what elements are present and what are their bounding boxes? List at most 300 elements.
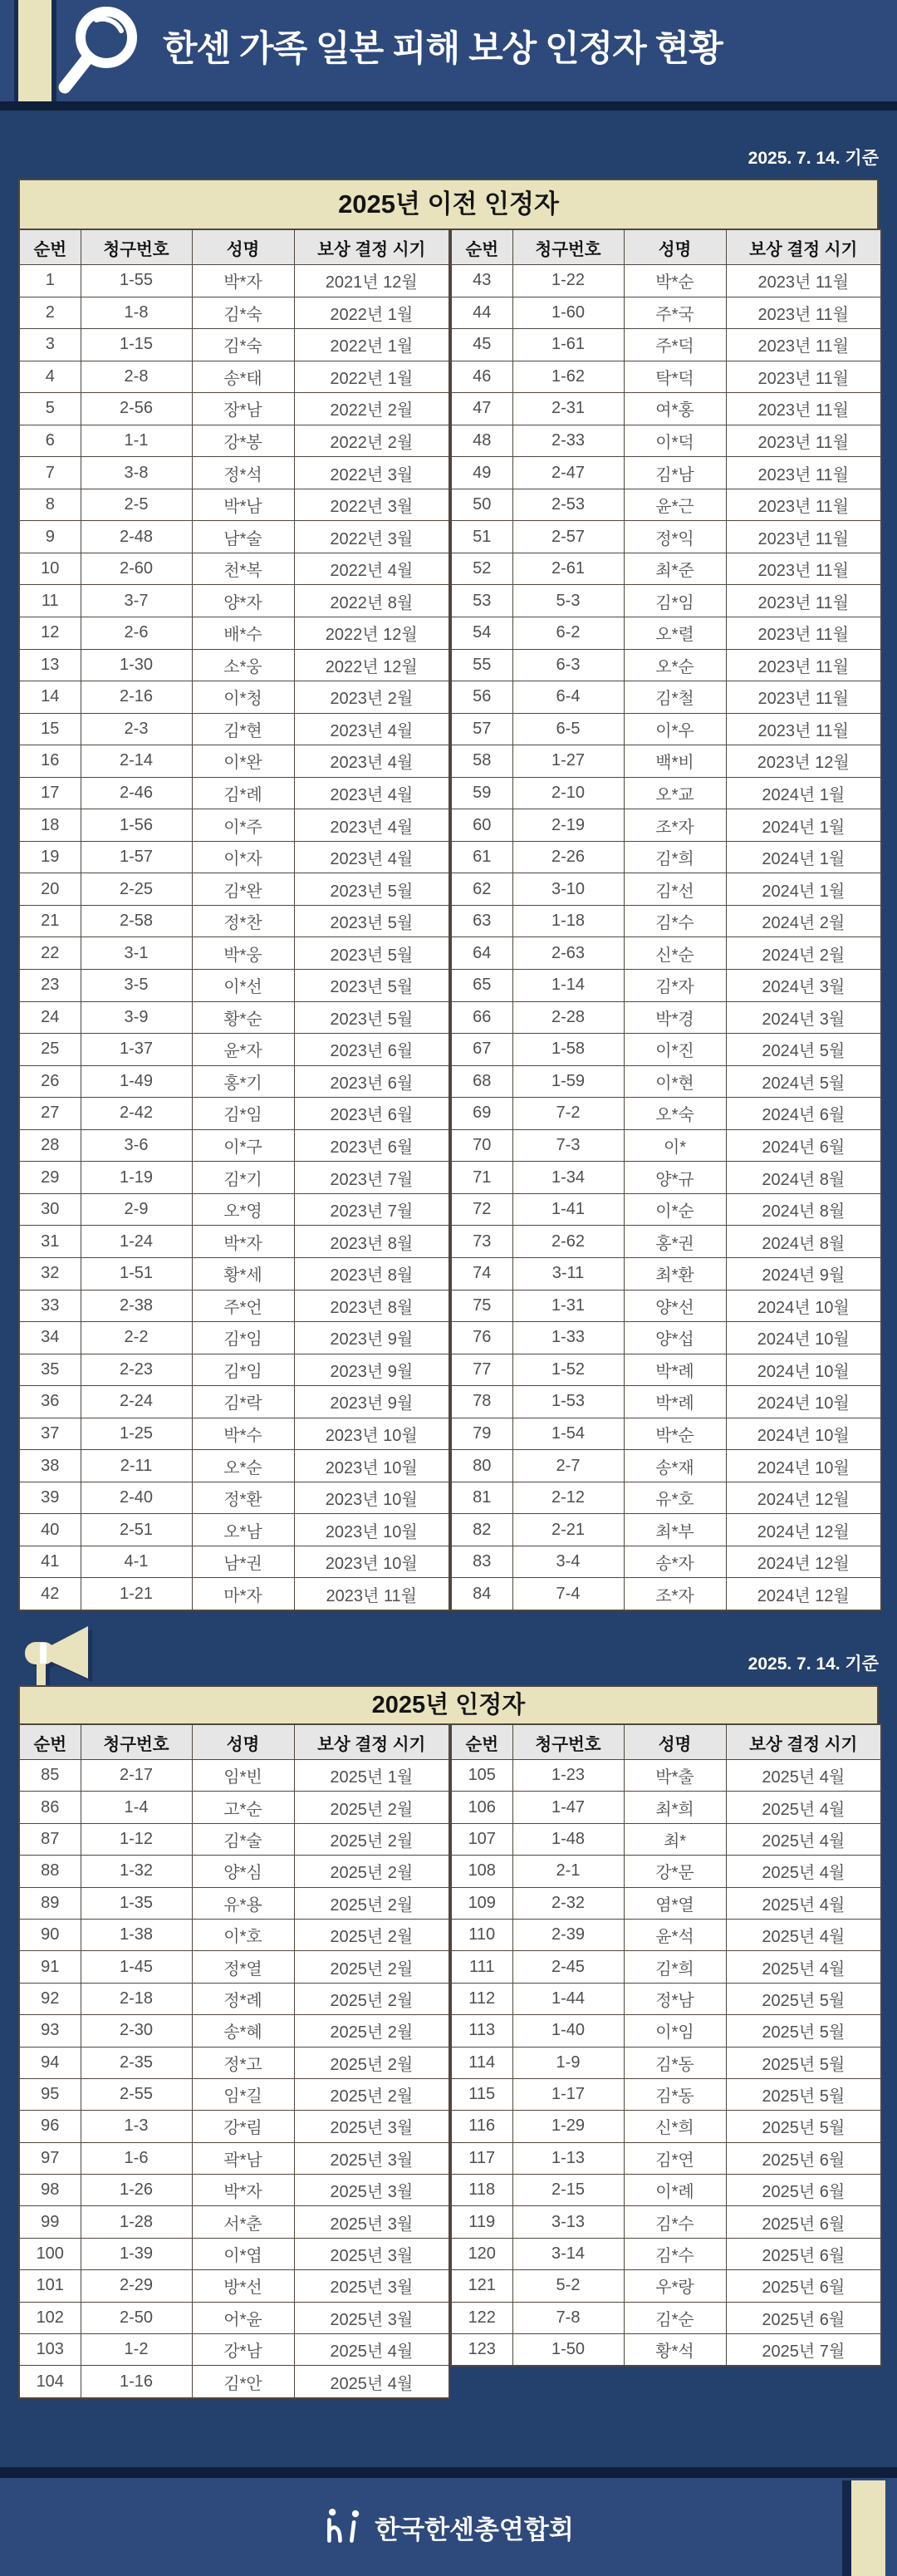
table-cell: 1-16 xyxy=(81,2366,192,2398)
table-cell: 2-60 xyxy=(81,553,192,585)
table-cell: 2023년 11월 xyxy=(294,1578,449,1610)
table-row xyxy=(19,2238,449,2269)
table-cell: 56 xyxy=(451,681,512,714)
table-row xyxy=(451,1887,881,1919)
table-cell: 66 xyxy=(451,1001,512,1034)
table-cell: 2023년 11월 xyxy=(726,297,881,329)
table-cell: 임*빈 xyxy=(192,1760,294,1792)
col-header-date: 보상 결정 시기 xyxy=(726,229,881,265)
table-cell: 송*자 xyxy=(624,1546,726,1578)
table-cell: 75 xyxy=(451,1290,512,1322)
table-cell: 2022년 3월 xyxy=(294,521,449,553)
table-cell: 2023년 4월 xyxy=(294,809,449,842)
table-cell: 1-61 xyxy=(512,329,624,361)
table-row xyxy=(451,681,881,714)
table-cell: 1-2 xyxy=(81,2334,192,2366)
table-cell: 김*수 xyxy=(624,905,726,937)
table-cell: 101 xyxy=(19,2270,81,2302)
table-cell: 오*교 xyxy=(624,777,726,809)
table-cell: 김*완 xyxy=(192,873,294,906)
table-cell: 3-14 xyxy=(512,2238,624,2269)
table-cell: 123 xyxy=(451,2334,512,2367)
table-row xyxy=(19,553,449,585)
table-row xyxy=(19,1578,449,1610)
table-row xyxy=(19,937,449,970)
table-cell: 2-51 xyxy=(81,1514,192,1546)
table-cell: 2025년 4월 xyxy=(294,2334,449,2366)
header-row xyxy=(451,1724,881,1760)
table-cell: 오*순 xyxy=(624,649,726,681)
table-row xyxy=(19,2366,449,2398)
table-cell: 2025년 5월 xyxy=(726,2078,881,2110)
table-cell: 6-5 xyxy=(512,713,624,745)
table-cell: 114 xyxy=(451,2047,512,2078)
table-cell: 5-3 xyxy=(512,585,624,617)
table-cell: 2024년 2월 xyxy=(726,905,881,937)
table-row xyxy=(451,1386,881,1418)
table-cell: 3-5 xyxy=(81,970,192,1002)
table-cell: 이*덕 xyxy=(624,425,726,457)
table-row xyxy=(451,1257,881,1290)
table-cell: 36 xyxy=(19,1386,81,1418)
table-row xyxy=(19,297,449,329)
table-row xyxy=(451,2142,881,2174)
table-cell: 2-48 xyxy=(81,521,192,553)
table-row xyxy=(451,1760,881,1792)
table-row xyxy=(451,2078,881,2110)
table-cell: 2-56 xyxy=(81,393,192,425)
table-cell: 2-8 xyxy=(81,361,192,393)
table-row xyxy=(451,745,881,778)
table-cell: 1-13 xyxy=(512,2142,624,2174)
section1-right-table xyxy=(450,229,882,1611)
table-cell: 2023년 11월 xyxy=(726,393,881,425)
table-cell: 1-60 xyxy=(512,297,624,329)
table-cell: 오*영 xyxy=(192,1193,294,1226)
table-cell: 97 xyxy=(19,2142,81,2174)
table-cell: 23 xyxy=(19,970,81,1002)
table-cell: 박*남 xyxy=(192,489,294,521)
table-cell: 33 xyxy=(19,1290,81,1322)
table-cell: 2024년 1월 xyxy=(726,777,881,809)
table-cell: 99 xyxy=(19,2206,81,2238)
table-cell: 119 xyxy=(451,2206,512,2238)
table-cell: 2024년 12월 xyxy=(726,1578,881,1610)
table-cell: 6 xyxy=(19,425,81,457)
table-cell: 2023년 11월 xyxy=(726,617,881,650)
table-cell: 2024년 5월 xyxy=(726,1065,881,1098)
col-header-claim: 청구번호 xyxy=(512,1724,624,1760)
table-cell: 정*례 xyxy=(192,1983,294,2014)
table-cell: 1-41 xyxy=(512,1193,624,1226)
table-cell: 이*주 xyxy=(192,809,294,842)
table-cell: 96 xyxy=(19,2111,81,2142)
table-row xyxy=(451,1951,881,1983)
table-cell: 박*출 xyxy=(624,1760,726,1792)
table-cell: 1-39 xyxy=(81,2238,192,2269)
table-cell: 송*혜 xyxy=(192,2015,294,2047)
table-cell: 71 xyxy=(451,1162,512,1194)
table-cell: 69 xyxy=(451,1098,512,1130)
table-cell: 김*순 xyxy=(624,2302,726,2333)
table-cell: 2022년 8월 xyxy=(294,585,449,617)
table-cell: 95 xyxy=(19,2078,81,2110)
table-cell: 2023년 11월 xyxy=(726,713,881,745)
table-cell: 2-2 xyxy=(81,1322,192,1354)
table-cell: 황*순 xyxy=(192,1001,294,1034)
table-cell: 2023년 8월 xyxy=(294,1290,449,1322)
col-header-name: 성명 xyxy=(624,229,726,265)
col-header-claim: 청구번호 xyxy=(512,229,624,265)
table-cell: 2-29 xyxy=(81,2270,192,2302)
table-cell: 110 xyxy=(451,1919,512,1950)
table-cell: 2023년 10월 xyxy=(294,1546,449,1578)
table-cell: 2024년 8월 xyxy=(726,1226,881,1258)
table-cell: 2023년 5월 xyxy=(294,905,449,937)
table-cell: 고*순 xyxy=(192,1792,294,1823)
table-cell: 여*홍 xyxy=(624,393,726,425)
table-cell: 3-10 xyxy=(512,873,624,906)
table-cell: 50 xyxy=(451,489,512,521)
table-cell: 2024년 10월 xyxy=(726,1354,881,1386)
table-cell: 박*수 xyxy=(192,1418,294,1450)
table-cell: 임*길 xyxy=(192,2078,294,2110)
table-row xyxy=(451,1450,881,1482)
table-cell: 1-17 xyxy=(512,2078,624,2110)
table-cell: 양*자 xyxy=(192,585,294,617)
table-row xyxy=(19,361,449,393)
table-row xyxy=(451,1129,881,1162)
table-cell: 112 xyxy=(451,1983,512,2014)
table-cell: 41 xyxy=(19,1546,81,1578)
table-row xyxy=(451,2015,881,2047)
col-header-claim: 청구번호 xyxy=(81,1724,192,1760)
table-cell: 2025년 2월 xyxy=(294,1823,449,1855)
table-cell: 2024년 8월 xyxy=(726,1193,881,1226)
table-row xyxy=(451,841,881,873)
table-cell: 최*환 xyxy=(624,1257,726,1290)
table-cell: 1-53 xyxy=(512,1386,624,1418)
table-cell: 2023년 4월 xyxy=(294,777,449,809)
table-cell: 59 xyxy=(451,777,512,809)
table-cell: 홍*기 xyxy=(192,1065,294,1098)
table-cell: 10 xyxy=(19,553,81,585)
table-cell: 45 xyxy=(451,329,512,361)
table-row xyxy=(19,1162,449,1194)
table-cell: 1-51 xyxy=(81,1257,192,1290)
table-cell: 20 xyxy=(19,873,81,906)
table-row xyxy=(19,905,449,937)
table-cell: 1-35 xyxy=(81,1887,192,1919)
table-cell: 49 xyxy=(451,457,512,489)
table-cell: 김*희 xyxy=(624,841,726,873)
table-cell: 윤*석 xyxy=(624,1919,726,1950)
table-cell: 2-61 xyxy=(512,553,624,585)
table-cell: 2025년 6월 xyxy=(726,2142,881,2174)
table-cell: 2024년 10월 xyxy=(726,1290,881,1322)
table-cell: 송*재 xyxy=(624,1450,726,1482)
table-cell: 김*선 xyxy=(624,873,726,906)
table-cell: 2024년 1월 xyxy=(726,841,881,873)
table-row xyxy=(19,649,449,681)
table-cell: 2023년 9월 xyxy=(294,1386,449,1418)
table-cell: 105 xyxy=(451,1760,512,1792)
table-cell: 28 xyxy=(19,1129,81,1162)
col-header-no: 순번 xyxy=(451,229,512,265)
table-row xyxy=(19,745,449,778)
table-cell: 신*순 xyxy=(624,937,726,970)
table-row xyxy=(451,713,881,745)
table-cell: 김*락 xyxy=(192,1386,294,1418)
table-row xyxy=(19,1983,449,2014)
table-cell: 116 xyxy=(451,2111,512,2142)
table-cell: 2025년 3월 xyxy=(294,2206,449,2238)
table-cell: 마*자 xyxy=(192,1578,294,1610)
table-row xyxy=(19,1856,449,1887)
table-cell: 2-33 xyxy=(512,425,624,457)
table-cell: 이*임 xyxy=(624,2015,726,2047)
table-cell: 염*열 xyxy=(624,1887,726,1919)
table-cell: 이*자 xyxy=(192,841,294,873)
table-cell: 2023년 4월 xyxy=(294,713,449,745)
table-cell: 100 xyxy=(19,2238,81,2269)
table-cell: 2-63 xyxy=(512,937,624,970)
table-cell: 정*고 xyxy=(192,2047,294,2078)
table-cell: 2024년 1월 xyxy=(726,873,881,906)
table-cell: 2-39 xyxy=(512,1919,624,1950)
table-cell: 40 xyxy=(19,1514,81,1546)
table-cell: 88 xyxy=(19,1856,81,1887)
table-cell: 1-34 xyxy=(512,1162,624,1194)
table-cell: 2021년 12월 xyxy=(294,265,449,297)
table-row xyxy=(451,2334,881,2367)
section-before-2025 xyxy=(18,179,879,1611)
table-cell: 1 xyxy=(19,265,81,297)
table-cell: 유*용 xyxy=(192,1887,294,1919)
section1-tables xyxy=(18,229,879,1611)
table-cell: 정*익 xyxy=(624,521,726,553)
table-cell: 2025년 2월 xyxy=(294,2078,449,2110)
table-cell: 54 xyxy=(451,617,512,650)
table-row xyxy=(19,1257,449,1290)
table-cell: 93 xyxy=(19,2015,81,2047)
table-row xyxy=(451,457,881,489)
table-cell: 2-3 xyxy=(81,713,192,745)
table-row xyxy=(19,1226,449,1258)
table-cell: 조*자 xyxy=(624,809,726,842)
header-banner xyxy=(0,0,897,101)
table-cell: 79 xyxy=(451,1418,512,1450)
table-cell: 2-38 xyxy=(81,1290,192,1322)
table-cell: 4 xyxy=(19,361,81,393)
table-row xyxy=(19,841,449,873)
table-cell: 강*남 xyxy=(192,2334,294,2366)
table-cell: 1-30 xyxy=(81,649,192,681)
table-cell: 2-1 xyxy=(512,1856,624,1887)
footer-cream-tab xyxy=(851,2480,885,2576)
table-cell: 2022년 3월 xyxy=(294,457,449,489)
table-cell: 55 xyxy=(451,649,512,681)
table-cell: 19 xyxy=(19,841,81,873)
table-cell: 6-4 xyxy=(512,681,624,714)
table-row xyxy=(451,361,881,393)
table-cell: 2023년 5월 xyxy=(294,873,449,906)
table-row xyxy=(451,617,881,650)
table-row xyxy=(451,329,881,361)
table-cell: 1-50 xyxy=(512,2334,624,2367)
table-row xyxy=(19,521,449,553)
footer-shadow-band xyxy=(0,2467,897,2478)
table-cell: 2024년 8월 xyxy=(726,1162,881,1194)
table-cell: 2025년 6월 xyxy=(726,2270,881,2302)
table-cell: 2025년 2월 xyxy=(294,1951,449,1983)
table-cell: 3 xyxy=(19,329,81,361)
section1-left-table xyxy=(18,229,450,1611)
table-cell: 2025년 2월 xyxy=(294,1856,449,1887)
table-row xyxy=(451,809,881,842)
table-cell: 2024년 5월 xyxy=(726,1034,881,1066)
table-cell: 2023년 8월 xyxy=(294,1257,449,1290)
table-cell: 2023년 11월 xyxy=(726,649,881,681)
table-cell: 65 xyxy=(451,970,512,1002)
table-cell: 2024년 12월 xyxy=(726,1514,881,1546)
table-row xyxy=(451,1578,881,1610)
table-cell: 92 xyxy=(19,1983,81,2014)
table-cell: 21 xyxy=(19,905,81,937)
table-row xyxy=(19,1386,449,1418)
col-header-claim: 청구번호 xyxy=(81,229,192,265)
section2-right-table xyxy=(450,1723,882,2367)
table-cell: 1-26 xyxy=(81,2175,192,2206)
table-row xyxy=(451,2111,881,2142)
table-cell: 74 xyxy=(451,1257,512,1290)
table-cell: 김*수 xyxy=(624,2206,726,2238)
table-cell: 15 xyxy=(19,713,81,745)
table-cell: 1-4 xyxy=(81,1792,192,1823)
table-cell: 2024년 12월 xyxy=(726,1546,881,1578)
table-cell: 2-31 xyxy=(512,393,624,425)
table-row xyxy=(451,937,881,970)
table-cell: 46 xyxy=(451,361,512,393)
table-cell: 24 xyxy=(19,1001,81,1034)
table-cell: 1-23 xyxy=(512,1760,624,1792)
table-cell: 어*윤 xyxy=(192,2302,294,2333)
table-cell: 김*임 xyxy=(192,1098,294,1130)
table-cell: 2023년 10월 xyxy=(294,1514,449,1546)
table-cell: 2025년 2월 xyxy=(294,1919,449,1950)
table-cell: 122 xyxy=(451,2302,512,2333)
table-cell: 6-3 xyxy=(512,649,624,681)
table-cell: 62 xyxy=(451,873,512,906)
table-cell: 2-14 xyxy=(81,745,192,778)
table-cell: 이*순 xyxy=(624,1193,726,1226)
table-row xyxy=(19,1322,449,1354)
table-cell: 8 xyxy=(19,489,81,521)
table-cell: 정*열 xyxy=(192,1951,294,1983)
table-cell: 이*례 xyxy=(624,2175,726,2206)
table-cell: 2022년 1월 xyxy=(294,297,449,329)
table-cell: 이*청 xyxy=(192,681,294,714)
table-cell: 2023년 11월 xyxy=(726,585,881,617)
table-cell: 118 xyxy=(451,2175,512,2206)
table-cell: 2022년 12월 xyxy=(294,649,449,681)
table-cell: 3-1 xyxy=(81,937,192,970)
table-cell: 2-16 xyxy=(81,681,192,714)
table-cell: 5-2 xyxy=(512,2270,624,2302)
table-cell: 박*자 xyxy=(192,1226,294,1258)
table-cell: 83 xyxy=(451,1546,512,1578)
header-cream-tab xyxy=(18,0,51,101)
table-row xyxy=(451,1162,881,1194)
table-cell: 2023년 9월 xyxy=(294,1322,449,1354)
table-cell: 김*숙 xyxy=(192,329,294,361)
table-cell: 1-37 xyxy=(81,1034,192,1066)
table-cell: 2-46 xyxy=(81,777,192,809)
table-cell: 2023년 11월 xyxy=(726,361,881,393)
table-cell: 2025년 3월 xyxy=(294,2175,449,2206)
table-cell: 34 xyxy=(19,1322,81,1354)
table-cell: 오*렬 xyxy=(624,617,726,650)
table-cell: 2-25 xyxy=(81,873,192,906)
table-cell: 2023년 6월 xyxy=(294,1034,449,1066)
table-cell: 4-1 xyxy=(81,1546,192,1578)
table-cell: 박*웅 xyxy=(192,937,294,970)
table-cell: 최* xyxy=(624,1823,726,1855)
table-cell: 2-32 xyxy=(512,1887,624,1919)
table-row xyxy=(451,2175,881,2206)
table-cell: 2-42 xyxy=(81,1098,192,1130)
table-cell: 2024년 6월 xyxy=(726,1129,881,1162)
table-row xyxy=(451,1823,881,1855)
table-cell: 2-62 xyxy=(512,1226,624,1258)
table-cell: 김*술 xyxy=(192,1823,294,1855)
page-title: 한센 가족 일본 피해 보상 인정자 현황 xyxy=(163,29,723,69)
table-row xyxy=(19,1034,449,1066)
table-cell: 홍*권 xyxy=(624,1226,726,1258)
table-cell: 윤*자 xyxy=(192,1034,294,1066)
table-row xyxy=(451,1354,881,1386)
table-row xyxy=(451,2302,881,2333)
table-cell: 86 xyxy=(19,1792,81,1823)
table-cell: 2024년 3월 xyxy=(726,1001,881,1034)
section2-left-table xyxy=(18,1723,450,2399)
table-cell: 박*순 xyxy=(624,265,726,297)
table-cell: 7-2 xyxy=(512,1098,624,1130)
col-header-no: 순번 xyxy=(451,1724,512,1760)
table-cell: 2-15 xyxy=(512,2175,624,2206)
table-row xyxy=(451,1919,881,1950)
table-cell: 이*완 xyxy=(192,745,294,778)
table-row xyxy=(19,457,449,489)
table-cell: 이*호 xyxy=(192,1919,294,1950)
table-row xyxy=(451,1418,881,1450)
table-cell: 2023년 11월 xyxy=(726,457,881,489)
table-cell: 1-8 xyxy=(81,297,192,329)
table-cell: 남*권 xyxy=(192,1546,294,1578)
table-cell: 2023년 11월 xyxy=(726,681,881,714)
table-cell: 1-32 xyxy=(81,1856,192,1887)
table-row xyxy=(451,1001,881,1034)
table-cell: 2023년 5월 xyxy=(294,1001,449,1034)
table-cell: 42 xyxy=(19,1578,81,1610)
table-row xyxy=(19,2206,449,2238)
table-cell: 2024년 10월 xyxy=(726,1418,881,1450)
table-cell: 2-35 xyxy=(81,2047,192,2078)
table-cell: 2024년 10월 xyxy=(726,1322,881,1354)
table-cell: 2023년 10월 xyxy=(294,1450,449,1482)
table-cell: 김*임 xyxy=(192,1322,294,1354)
table-row xyxy=(19,1450,449,1482)
